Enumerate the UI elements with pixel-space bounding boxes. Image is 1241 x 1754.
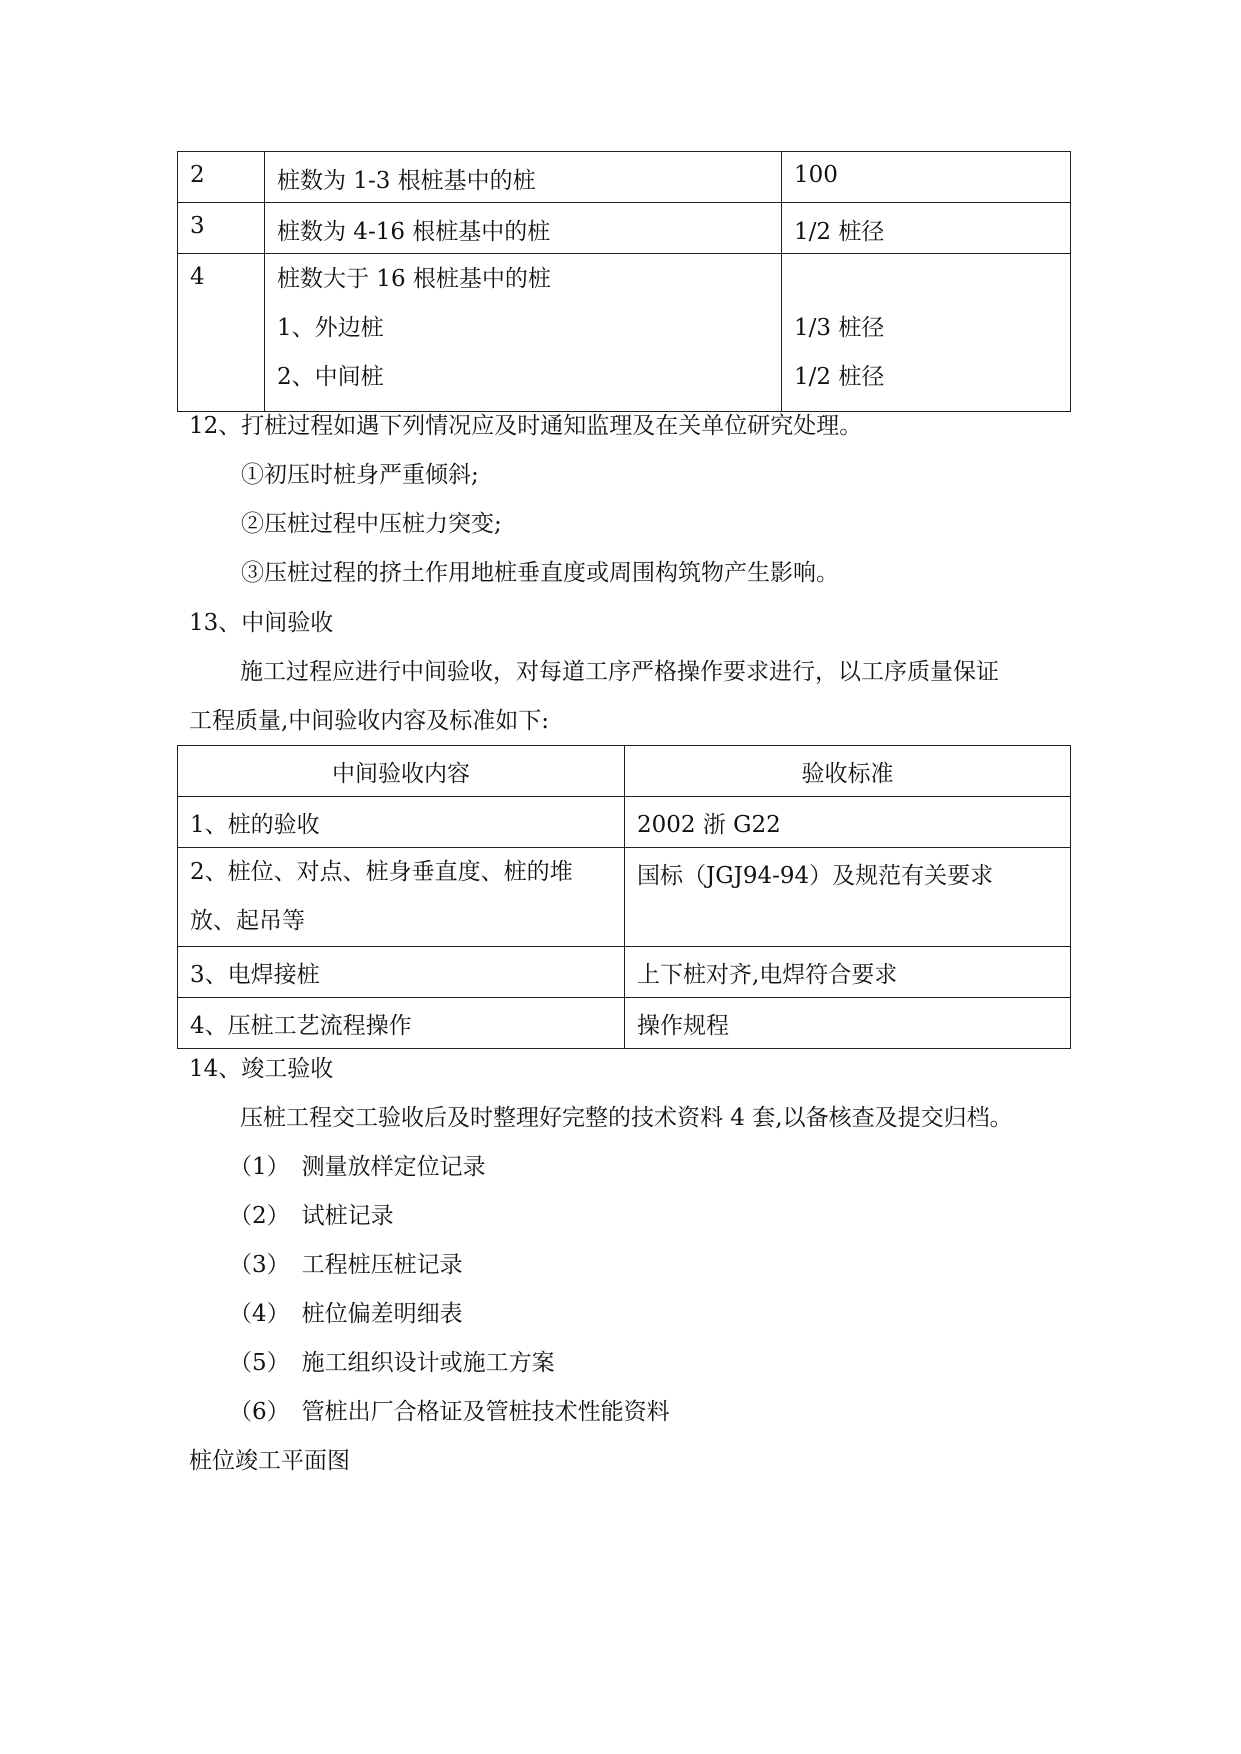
list-item: [229, 1250, 463, 1280]
list-item-number: （2）: [229, 1203, 290, 1229]
table-row: [178, 797, 1071, 848]
list-item-number: （3）: [229, 1252, 290, 1278]
pile-deviation-table: [177, 151, 1071, 412]
section-14-heading: 14、竣工验收: [189, 1056, 334, 1082]
row-description-sub: 1、外边桩: [277, 315, 384, 341]
row-number: 2: [178, 152, 265, 203]
footer-title: 桩位竣工平面图: [189, 1448, 350, 1474]
row-value: 1/2 桩径: [782, 203, 1071, 254]
row-description-sub: 2、中间桩: [277, 364, 384, 390]
row-description: 桩数为 1-3 根桩基中的桩: [265, 152, 782, 203]
list-item-number: （4）: [229, 1301, 290, 1327]
row-description: 桩数为 4-16 根桩基中的桩: [265, 203, 782, 254]
acceptance-content-line: 放、起吊等: [190, 908, 305, 934]
list-item: [229, 1201, 394, 1231]
row-value: [782, 254, 1071, 412]
acceptance-standard: 2002 浙 G22: [625, 797, 1071, 848]
acceptance-standard: 操作规程: [625, 998, 1071, 1049]
acceptance-content: 4、压桩工艺流程操作: [178, 998, 625, 1049]
list-item: [229, 1397, 670, 1427]
section-13-paragraph-line1: 施工过程应进行中间验收，对每道工序严格操作要求进行，以工序质量保证: [240, 659, 999, 685]
section-12-item: ③压桩过程的挤土作用地桩垂直度或周围构筑物产生影响。: [241, 560, 839, 586]
acceptance-content: 1、桩的验收: [178, 797, 625, 848]
list-item-number: （6）: [229, 1399, 290, 1425]
acceptance-standard: 上下桩对齐,电焊符合要求: [625, 947, 1071, 998]
row-number: [178, 254, 265, 412]
acceptance-content-line: 2、桩位、对点、桩身垂直度、桩的堆: [190, 859, 573, 885]
list-item-text: 测量放样定位记录: [301, 1154, 486, 1180]
section-12-item: ①初压时桩身严重倾斜;: [241, 462, 479, 488]
list-item: [229, 1348, 555, 1378]
table-row: [178, 254, 1071, 412]
row-number-text: 4: [190, 264, 205, 290]
section-12-item: ②压桩过程中压桩力突变;: [241, 511, 502, 537]
column-header-standard: 验收标准: [625, 746, 1071, 797]
acceptance-content: 3、电焊接桩: [178, 947, 625, 998]
acceptance-content: [178, 848, 625, 947]
list-item-text: 施工组织设计或施工方案: [301, 1350, 555, 1376]
table-row: [178, 203, 1071, 254]
section-13-heading: 13、中间验收: [189, 610, 334, 636]
row-value-sub: 1/2 桩径: [794, 364, 885, 390]
table-row: [178, 998, 1071, 1049]
section-14-paragraph: 压桩工程交工验收后及时整理好完整的技术资料 4 套,以备核查及提交归档。: [240, 1105, 1013, 1131]
row-description: [265, 254, 782, 412]
table-header-row: [178, 746, 1071, 797]
list-item: [229, 1152, 486, 1182]
list-item-text: 试桩记录: [301, 1203, 394, 1229]
row-description-main: 桩数大于 16 根桩基中的桩: [277, 266, 551, 292]
list-item-text: 桩位偏差明细表: [301, 1301, 463, 1327]
list-item: [229, 1299, 463, 1329]
list-item-number: （5）: [229, 1350, 290, 1376]
column-header-content: 中间验收内容: [178, 746, 625, 797]
list-item-number: （1）: [229, 1154, 290, 1180]
table-row: [178, 152, 1071, 203]
row-value-main: [794, 264, 1058, 313]
table-row: [178, 848, 1071, 947]
section-12-heading: 12、打桩过程如遇下列情况应及时通知监理及在关单位研究处理。: [189, 413, 863, 439]
list-item-text: 工程桩压桩记录: [301, 1252, 463, 1278]
row-number: 3: [178, 203, 265, 254]
acceptance-standard: 国标（JGJ94-94）及规范有关要求: [625, 848, 1071, 947]
intermediate-acceptance-table: [177, 745, 1071, 1049]
table-row: [178, 947, 1071, 998]
row-value-sub: 1/3 桩径: [794, 315, 885, 341]
list-item-text: 管桩出厂合格证及管桩技术性能资料: [301, 1399, 670, 1425]
section-13-paragraph-line2: 工程质量,中间验收内容及标准如下:: [189, 708, 550, 734]
row-value: 100: [782, 152, 1071, 203]
